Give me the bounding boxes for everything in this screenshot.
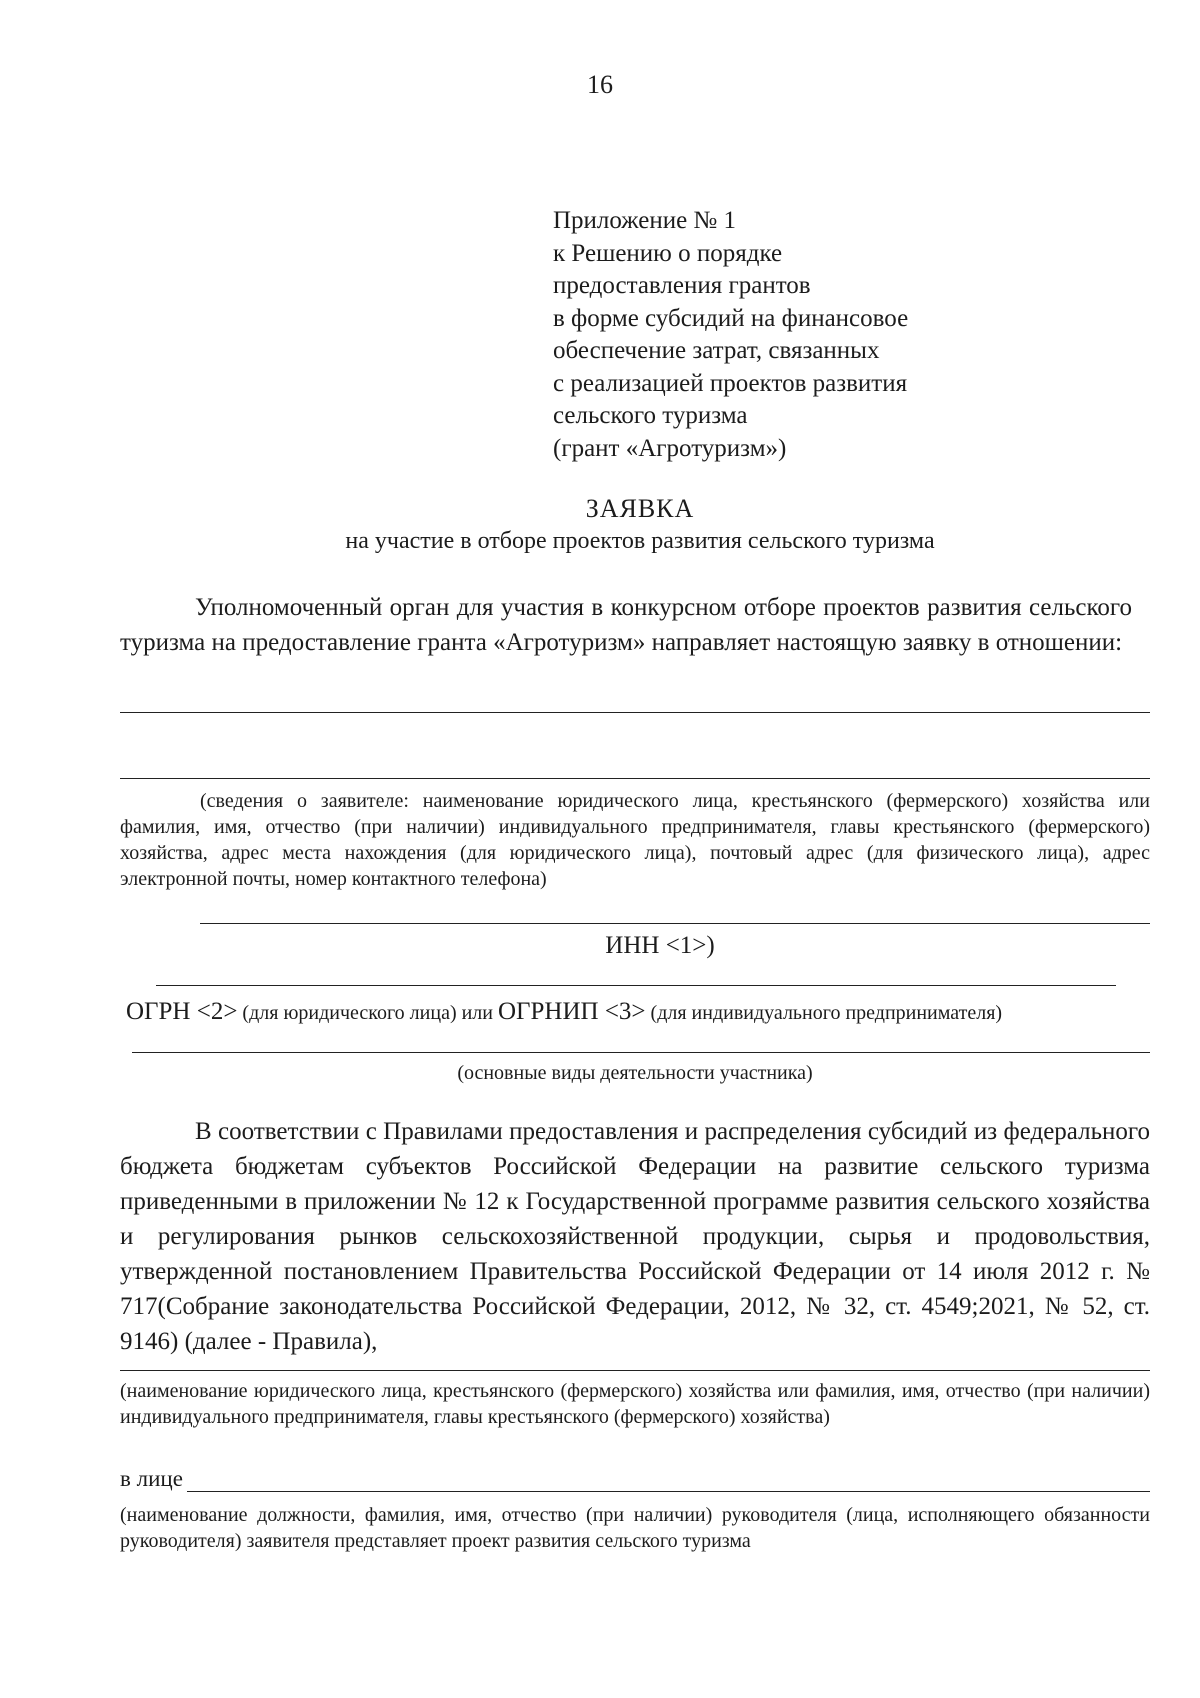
applicant-line-1 — [120, 712, 1150, 713]
name-line — [120, 1370, 1150, 1371]
inn-label: ИНН <1>) — [605, 932, 715, 959]
applicant-note: (сведения о заявителе: наименование юридического лица, крестьянского (фермерского) хозяйства или фамилия, имя, отчество (при наличии) индивидуального предпринимателя, главы крестьянского (фермерского) хозяйства, адрес места нахождения (для юридического лица), почтовый адрес (для физического лица), адрес электронной почты, номер контактного телефона) — [120, 790, 1150, 890]
appendix-line: с реализацией проектов развития — [553, 369, 908, 397]
document-subtitle: на участие в отборе проектов развития сельского туризма — [345, 528, 935, 554]
appendix-line: предоставления грантов — [553, 272, 811, 299]
in-person-row — [120, 1466, 1150, 1492]
activities-note: (основные виды деятельности участника) — [457, 1062, 813, 1084]
in-person-line — [187, 1469, 1150, 1492]
rules-paragraph: В соответствии с Правилами предоставления и распределения субсидий из федерального бюджета бюджетам субъектов Российской Федерации на развитие сельского туризма приведенными в приложении № 12 к Государственной программе развития сельского хозяйства и регулирования рынков сельскохозяйственной продукции, сырья и продовольствия, утвержденной постановлением Правительства Российской Федерации от 14 июля 2012 г. № 717(Собрание законодательства Российской Федерации, 2012, № 32, ст. 4549;2021, № 52, ст. 9146) (далее - Правила), — [120, 1118, 1150, 1355]
ogrn-text: ОГРН <2> — [126, 998, 238, 1025]
page-number: 16 — [587, 70, 613, 99]
appendix-line: Приложение № 1 — [553, 207, 737, 234]
appendix-header — [553, 205, 908, 465]
appendix-line: в форме субсидий на финансовое — [553, 304, 909, 332]
ogrnip-text: ОГРНИП <3> — [498, 998, 646, 1025]
in-person-label: в лице — [120, 1466, 183, 1491]
ogrnip-note: (для индивидуального предпринимателя) — [645, 1002, 1003, 1024]
position-note: (наименование должности, фамилия, имя, отчество (при наличии) руководителя (лица, исполняющего обязанности руководителя) заявителя представляет проект развития сельского туризма — [120, 1504, 1150, 1552]
applicant-line-2 — [120, 778, 1150, 779]
intro-paragraph: Уполномоченный орган для участия в конкурсном отборе проектов развития сельского туризма на предоставление гранта «Агротуризм» направляет настоящую заявку в отношении: — [120, 594, 1132, 656]
appendix-line: к Решению о порядке — [553, 239, 783, 267]
activities-line — [132, 1052, 1150, 1053]
document-title: ЗАЯВКА — [585, 494, 695, 523]
ogrn-label — [126, 998, 1002, 1026]
inn-line — [200, 923, 1150, 924]
appendix-line: сельского туризма — [553, 402, 748, 429]
appendix-line: обеспечение затрат, связанных — [553, 337, 880, 364]
ogrn-note: (для юридического лица) или — [237, 1002, 498, 1024]
ogrn-line — [156, 985, 1116, 986]
appendix-line: (грант «Агротуризм») — [553, 434, 787, 462]
name-note: (наименование юридического лица, крестьянского (фермерского) хозяйства или фамилия, имя, отчество (при наличии) индивидуального предпринимателя, главы крестьянского (фермерского) хозяйства) — [120, 1380, 1150, 1428]
